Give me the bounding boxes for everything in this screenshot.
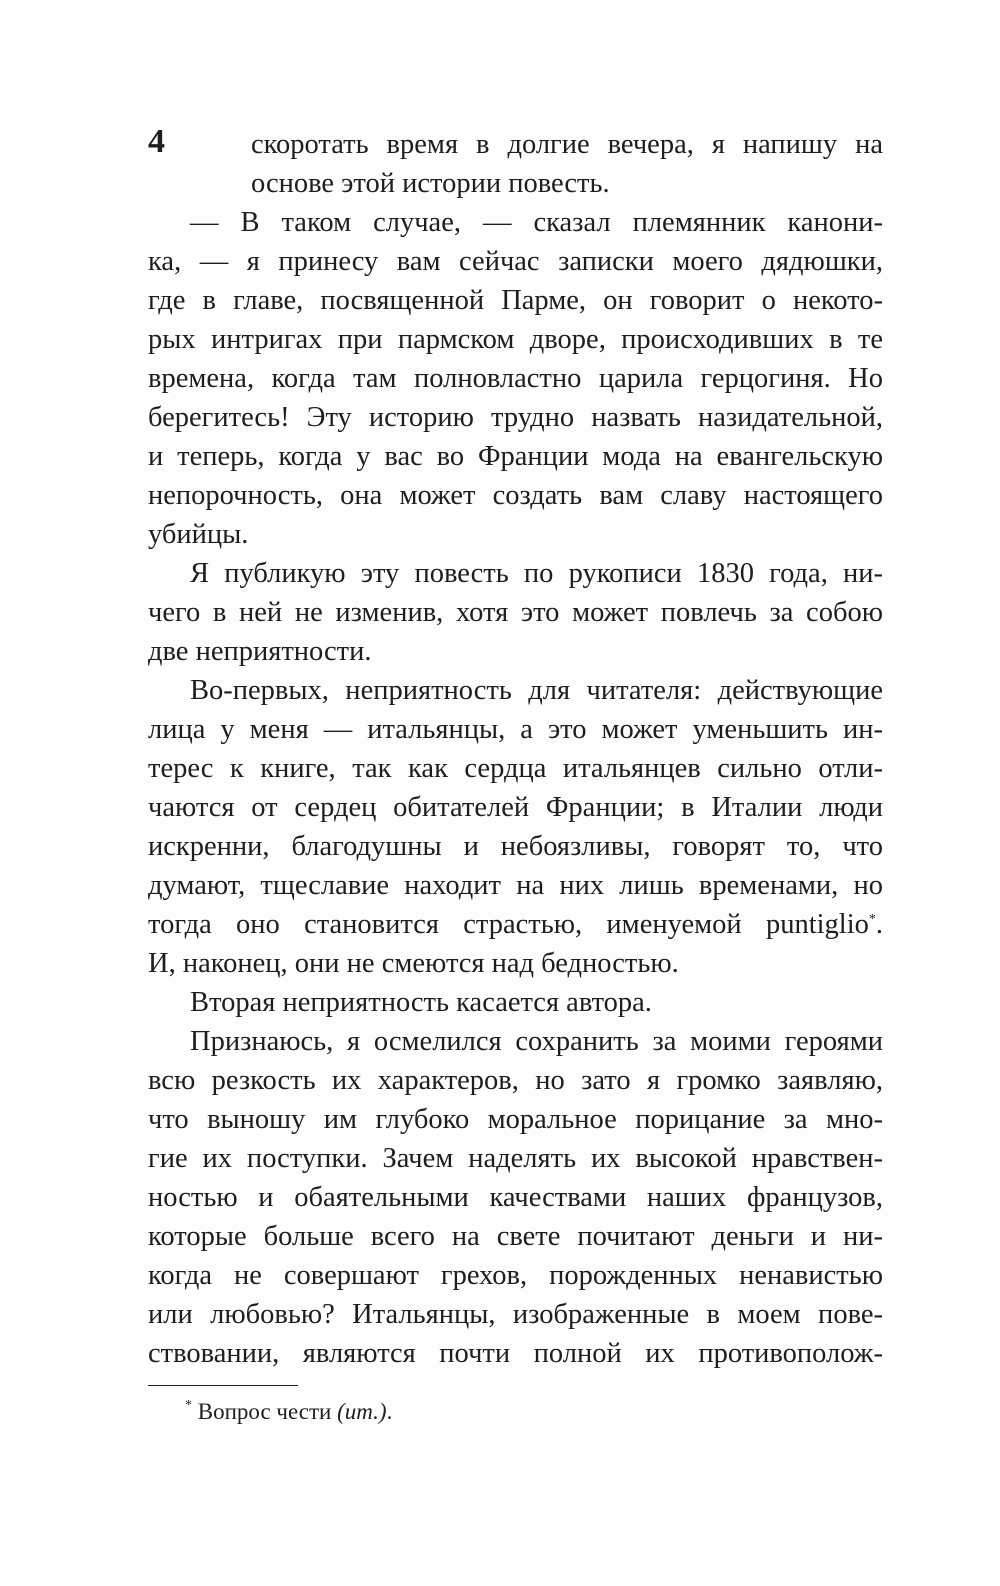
text-line	[148, 242, 883, 281]
text-line-content: где в главе, посвященной Парме, он говорит о некото-	[148, 285, 883, 316]
text-line	[148, 1334, 883, 1373]
text-line-content: скоротать время в долгие вечера, я напишу на	[251, 129, 883, 160]
text-line	[148, 1217, 883, 1256]
text-line	[148, 1295, 883, 1334]
text-line	[148, 788, 883, 827]
text-line-content: искренни, благодушны и небоязливы, говорят то, что	[148, 831, 883, 862]
text-line	[148, 437, 883, 476]
text-line-content: ка, — я принесу вам сейчас записки моего дядюшки,	[148, 246, 883, 277]
text-line-content: Вторая неприятность касается автора.	[190, 987, 652, 1018]
footnote-mark: *	[185, 1398, 192, 1413]
text-line-content: И, наконец, они не смеются над бедностью.	[148, 948, 679, 979]
text-line	[148, 320, 883, 359]
text-line-content: рых интригах при пармском дворе, происходивших в те	[148, 324, 883, 355]
text-line-content: которые больше всего на свете почитают деньги и ни-	[148, 1221, 883, 1252]
text-line	[148, 1022, 883, 1061]
text-line-content: Во-первых, неприятность для читателя: действующие	[190, 675, 883, 706]
text-line-content: чего в ней не изменив, хотя это может повлечь за собою	[148, 597, 883, 628]
main-text	[148, 125, 883, 1373]
text-line	[148, 866, 883, 905]
text-line-content: основе этой истории повесть.	[251, 168, 610, 199]
text-line-content: или любовью? Итальянцы, изображенные в моем пове-	[148, 1299, 883, 1330]
text-line-content: когда не совершают грехов, порожденных ненавистью	[148, 1260, 883, 1291]
text-line-content: ствовании, являются почти полной их противополож-	[148, 1338, 883, 1369]
text-line-content: — В таком случае, — сказал племянник канони-	[190, 207, 883, 238]
text-line-content: гие их поступки. Зачем наделять их высокой нравствен-	[148, 1143, 883, 1174]
text-line	[148, 1061, 883, 1100]
text-line	[148, 359, 883, 398]
footnote-end: .	[386, 1399, 393, 1424]
page-number: 4	[148, 123, 165, 160]
text-line	[148, 203, 883, 242]
text-line-end: .	[875, 909, 883, 940]
footnote-language-note: (ит.)	[337, 1399, 387, 1424]
text-line-content: две неприятности.	[148, 636, 372, 667]
text-line	[148, 827, 883, 866]
text-line-content: терес к книге, так как сердца итальянцев сильно отли-	[148, 753, 883, 784]
text-line-content: берегитесь! Эту историю трудно назвать назидательной,	[148, 402, 883, 433]
footnote-text: Вопрос чести	[197, 1399, 338, 1424]
footnote	[185, 1396, 392, 1428]
text-line	[148, 554, 883, 593]
text-line-content: чаются от сердец обитателей Франции; в Италии люди	[148, 792, 883, 823]
text-line	[148, 281, 883, 320]
text-line-content: думают, тщеславие находит на них лишь временами, но	[148, 870, 883, 901]
text-line	[148, 1178, 883, 1217]
text-line	[148, 944, 883, 983]
text-line	[148, 710, 883, 749]
text-line	[148, 515, 883, 554]
text-line-content: что выношу им глубоко моральное порицание за мно-	[148, 1104, 883, 1135]
text-line	[148, 398, 883, 437]
text-line-content: ностью и обаятельными качествами наших французов,	[148, 1182, 883, 1213]
text-line	[148, 476, 883, 515]
text-line	[148, 593, 883, 632]
text-line-content: непорочность, она может создать вам славу настоящего	[148, 480, 883, 511]
text-line-content: лица у меня — итальянцы, а это может уменьшить ин-	[148, 714, 883, 745]
text-line	[148, 749, 883, 788]
text-line	[148, 671, 883, 710]
text-line-content: Признаюсь, я осмелился сохранить за моими героями	[190, 1026, 883, 1057]
text-line-content: тогда оно становится страстью, именуемой puntiglio	[148, 909, 869, 940]
text-line-content: времена, когда там полновластно царила герцогиня. Но	[148, 363, 883, 394]
text-line	[148, 632, 883, 671]
footnote-reference: *	[868, 912, 876, 927]
text-line	[148, 164, 883, 203]
text-line-content: Я публикую эту повесть по рукописи 1830 года, ни-	[190, 558, 883, 589]
text-line	[148, 1100, 883, 1139]
text-line-content: убийцы.	[148, 519, 249, 550]
text-line-content: и теперь, когда у вас во Франции мода на евангельскую	[148, 441, 883, 472]
text-line	[148, 983, 883, 1022]
text-line	[148, 1256, 883, 1295]
text-line	[148, 1139, 883, 1178]
text-line	[148, 125, 883, 164]
text-line-content: всю резкость их характеров, но зато я громко заявляю,	[148, 1065, 883, 1096]
text-line	[148, 905, 883, 944]
footnote-divider	[148, 1385, 298, 1386]
